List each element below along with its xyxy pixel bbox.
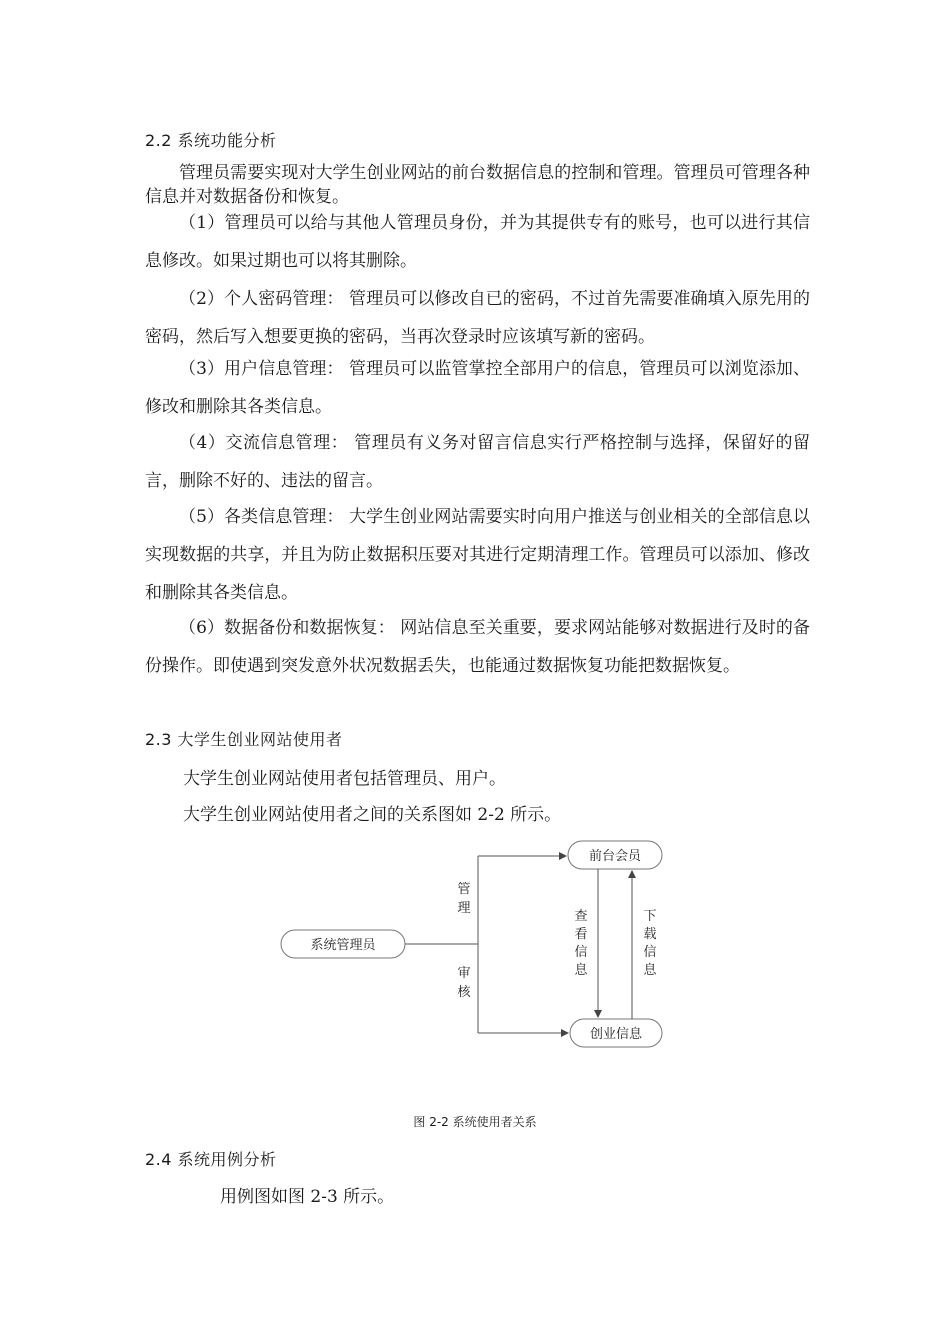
download-label-char-3: 信 <box>643 945 657 960</box>
section-2-2-intro: 管理员需要实现对大学生创业网站的前台数据信息的控制和管理。管理员可管理各种信息并对数据备份和恢复。 <box>145 163 810 207</box>
section-heading-2-3: 2.3 大学生创业网站使用者 <box>145 730 343 749</box>
download-label-char-1: 下 <box>643 909 657 924</box>
download-label-char-2: 载 <box>643 927 657 942</box>
view-label-char-3: 信 <box>574 945 588 960</box>
download-label-char-4: 息 <box>643 963 657 978</box>
list-item-1: （1）管理员可以给与其他人管理员身份，并为其提供专有的账号，也可以进行其信息修改。如果过期也可以将其删除。 <box>145 213 810 271</box>
admin-node-label: 系统管理员 <box>310 938 376 953</box>
manage-label-char-1: 管 <box>457 882 471 897</box>
section-heading-2-4: 2.4 系统用例分析 <box>145 1150 277 1169</box>
view-label-char-4: 息 <box>574 963 588 978</box>
member-node-label: 前台会员 <box>588 849 642 864</box>
list-item-2: （2）个人密码管理： 管理员可以修改自已的密码，不过首先需要准确填入原先用的密码，然后写入想要更换的密码，当再次登录时应该填写新的密码。 <box>145 289 810 347</box>
info-node-label: 创业信息 <box>589 1027 643 1042</box>
view-label-char-2: 看 <box>574 927 588 942</box>
list-item-6: （6）数据备份和数据恢复： 网站信息至关重要，要求网站能够对数据进行及时的备份操作。即使遇到突发意外状况数据丢失，也能通过数据恢复功能把数据恢复。 <box>145 618 810 676</box>
section-2-3-line-1: 大学生创业网站使用者包括管理员、用户。 <box>183 769 506 789</box>
section-2-3-line-2: 大学生创业网站使用者之间的关系图如 2-2 所示。 <box>183 805 562 825</box>
section-heading-2-2: 2.2 系统功能分析 <box>145 131 277 150</box>
view-label-char-1: 查 <box>574 909 588 924</box>
user-relationship-diagram <box>0 830 950 1060</box>
list-item-4: （4）交流信息管理： 管理员有义务对留言信息实行严格控制与选择，保留好的留言，删除不好的、违法的留言。 <box>145 433 810 491</box>
review-label-char-2: 核 <box>457 985 471 1000</box>
list-item-3: （3）用户信息管理： 管理员可以监管掌控全部用户的信息，管理员可以浏览添加、修改和删除其各类信息。 <box>145 359 810 417</box>
list-item-5: （5）各类信息管理： 大学生创业网站需要实时向用户推送与创业相关的全部信息以实现数据的共享，并且为防止数据积压要对其进行定期清理工作。管理员可以添加、修改和删除其各类信息。 <box>145 507 810 603</box>
review-label-char-1: 审 <box>457 966 471 981</box>
section-2-4-line-1: 用例图如图 2-3 所示。 <box>220 1187 395 1207</box>
manage-label-char-2: 理 <box>457 901 471 916</box>
figure-caption: 图 2-2 系统使用者关系 <box>413 1115 537 1129</box>
